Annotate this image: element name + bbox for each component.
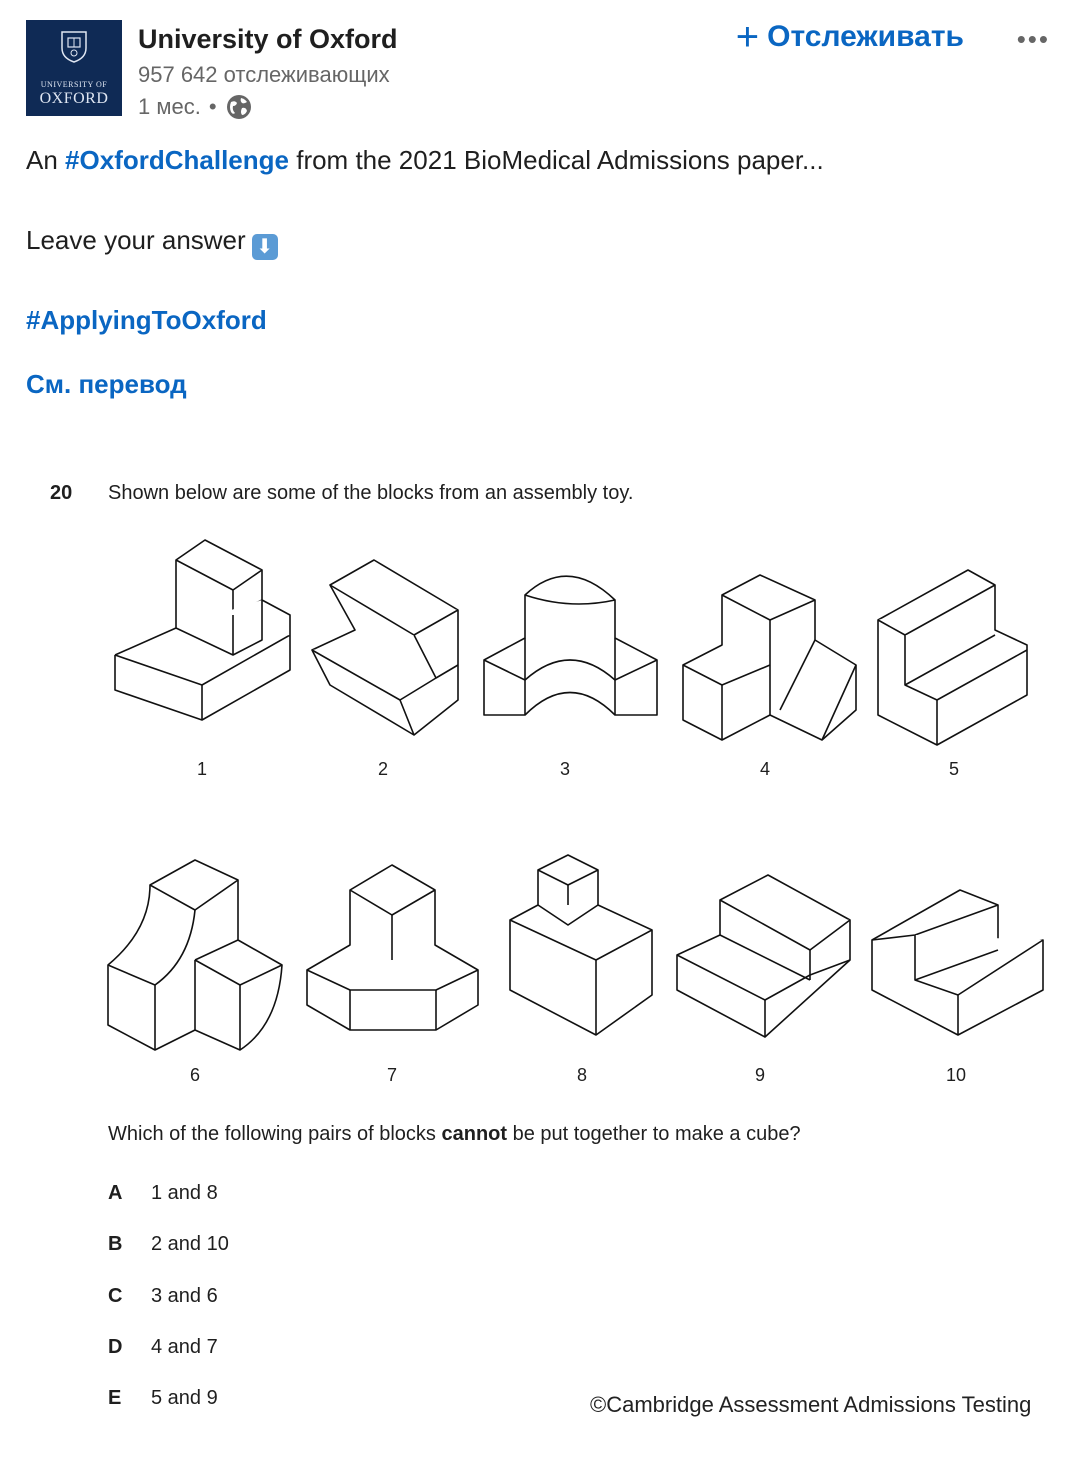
post-line2-text: Leave your answer <box>26 225 246 255</box>
block-label-10: 10 <box>945 1065 967 1085</box>
org-name[interactable]: University of Oxford <box>138 24 398 54</box>
post-meta <box>138 93 253 121</box>
option-text: 5 and 9 <box>151 1387 218 1409</box>
exam-image <box>0 440 1080 1460</box>
block-label-5: 5 <box>948 759 959 779</box>
follow-button[interactable] <box>735 15 964 59</box>
block-4-drawing <box>683 575 856 740</box>
block-2-drawing <box>312 560 458 735</box>
more-options-button[interactable]: ••• <box>1016 24 1050 54</box>
block-9-drawing <box>677 875 850 1037</box>
option-letter: E <box>108 1387 122 1409</box>
block-label-2: 2 <box>377 759 388 779</box>
block-label-4: 4 <box>759 759 770 779</box>
option-e <box>108 1387 218 1410</box>
see-translation-link[interactable]: См. перевод <box>26 369 187 399</box>
down-arrow-icon: ⬇ <box>252 234 278 260</box>
hashtag-applying-to-oxford[interactable]: #ApplyingToOxford <box>26 305 267 335</box>
blocks-illustration <box>0 440 1080 1100</box>
block-label-6: 6 <box>189 1065 200 1085</box>
post-header <box>26 15 1050 120</box>
block-label-8: 8 <box>576 1065 587 1085</box>
block-label-1: 1 <box>196 759 207 779</box>
block-6-drawing <box>108 860 282 1050</box>
hashtag-oxford-challenge[interactable]: #OxfordChallenge <box>65 145 289 175</box>
block-8-drawing <box>510 855 652 1035</box>
question-number: 20 <box>50 482 73 504</box>
block-label-3: 3 <box>559 759 570 779</box>
plus-icon: + <box>735 15 760 59</box>
option-letter: A <box>108 1182 123 1204</box>
post-line-1 <box>26 145 824 176</box>
globe-icon <box>225 93 253 121</box>
option-c <box>108 1285 218 1308</box>
crest-icon <box>60 30 88 64</box>
question-text <box>108 1123 801 1146</box>
option-a <box>108 1182 218 1205</box>
option-b <box>108 1233 229 1256</box>
block-5-drawing <box>878 570 1027 745</box>
post-time: 1 мес. <box>138 94 201 119</box>
question-bold: cannot <box>441 1123 508 1145</box>
post-line1-suffix: from the 2021 BioMedical Admissions paper... <box>296 145 824 175</box>
post-line-3 <box>26 305 267 336</box>
option-text: 1 and 8 <box>151 1182 218 1204</box>
follow-label: Отслеживать <box>767 20 964 53</box>
block-7-drawing <box>307 865 478 1030</box>
question-prompt: Shown below are some of the blocks from an assembly toy. <box>108 482 634 504</box>
block-10-drawing <box>872 890 1043 1035</box>
post-line-2 <box>26 225 278 260</box>
followers-count: 957 642 отслеживающих <box>138 62 390 87</box>
question-prefix: Which of the following pairs of blocks <box>108 1123 436 1145</box>
block-label-9: 9 <box>754 1065 765 1085</box>
question-suffix: be put together to make a cube? <box>512 1123 801 1145</box>
block-1-drawing <box>115 540 290 720</box>
option-letter: C <box>108 1285 123 1307</box>
logo-oxford-text: OXFORD <box>39 90 109 107</box>
logo-university-text: UNIVERSITY OF <box>40 80 108 89</box>
copyright-notice: ©Cambridge Assessment Admissions Testing <box>590 1392 1032 1417</box>
block-label-7: 7 <box>386 1065 397 1085</box>
block-3-drawing <box>484 576 657 715</box>
post-line1-prefix: An <box>26 145 58 175</box>
option-text: 3 and 6 <box>151 1285 218 1307</box>
option-letter: D <box>108 1336 123 1358</box>
meta-separator: • <box>208 94 217 119</box>
option-d <box>108 1336 218 1359</box>
option-letter: B <box>108 1233 123 1255</box>
oxford-logo[interactable] <box>26 20 122 116</box>
option-text: 4 and 7 <box>151 1336 218 1358</box>
option-text: 2 and 10 <box>151 1233 229 1255</box>
